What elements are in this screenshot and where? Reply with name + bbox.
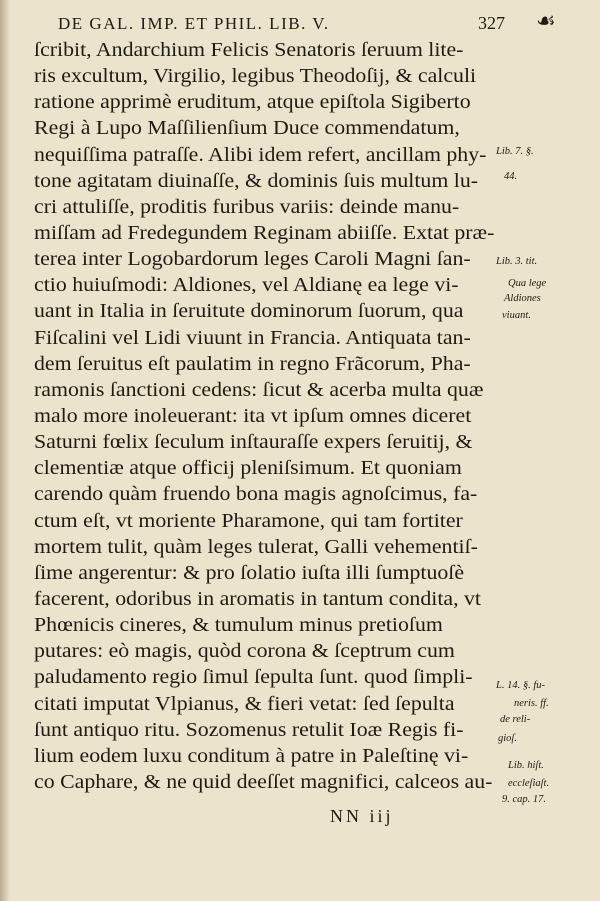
text-line: mortem tulit, quàm leges tulerat, Galli vehementiſ- — [34, 536, 478, 558]
margin-note: viuant. — [502, 310, 531, 321]
page-gutter-shadow — [0, 0, 10, 901]
text-line: ſcribit, Andarchium Felicis Senatoris ſeruum lite- — [34, 40, 464, 61]
margin-note: Qua lege — [508, 278, 547, 289]
margin-note: Lib. hiſt. — [508, 760, 544, 771]
text-line: ris excultum, Virgilio, legibus Theodoſij, & calculi — [34, 66, 477, 88]
text-line: tone agitatam diuinaſſe, & dominis ſuis multum lu- — [34, 170, 479, 192]
text-line: facerent, odoribus in aromatis in tantum condita, vt — [34, 588, 482, 610]
text-line: terea inter Logobardorum leges Caroli Magni ſan- — [34, 249, 471, 271]
text-line: Phœnicis cineres, & tumulum minus pretioſum — [34, 615, 443, 637]
signature-mark: NN iij — [330, 806, 394, 826]
text-line: lium eodem luxu conditum à patre in Paleſtinę vi- — [34, 745, 469, 767]
text-line: ratione apprimè eruditum, atque epiſtola Sigiberto — [34, 92, 471, 114]
text-line: nequiſſima patraſſe. Alibi idem refert, ancillam phy- — [34, 144, 487, 166]
margin-note: 9. cap. 17. — [502, 794, 547, 805]
text-line: ramonis ſanctioni cedens: ſicut & acerba multa quæ — [34, 379, 484, 401]
page-number: 327 — [478, 13, 505, 33]
margin-note: L. 14. §. fu- — [496, 680, 546, 691]
text-line: ctum eſt, vt moriente Pharamone, qui tam fortiter — [34, 510, 463, 532]
text-line: malo more inoleuerant: ita vt ipſum omnes diceret — [34, 405, 472, 427]
margin-note: Lib. 7. §. — [496, 146, 534, 157]
text-line: cri attuliſſe, proditis furibus variis: deinde manu- — [34, 196, 460, 218]
text-line: dem ſeruitus eſt paulatim in regno Frãcorum, Pha- — [34, 353, 471, 375]
text-line: putares: eò magis, quòd corona & ſceptrum cum — [34, 641, 455, 663]
text-line: citati imputat Vlpianus, & fieri vetat: ſed ſepulta — [34, 693, 455, 715]
text-line: Fiſcalini vel Lidi viuunt in Francia. Antiquata tan- — [34, 327, 471, 349]
text-line: clementiæ atque officij pleniſsimum. Et quoniam — [34, 458, 462, 480]
page-header — [58, 10, 558, 36]
text-line: ſime angerentur: & pro ſolatio iuſta illi ſumptuoſè — [34, 562, 465, 584]
margin-note: neris. ff. — [514, 698, 549, 709]
running-title: DE GAL. IMP. ET PHIL. LIB. V. — [58, 14, 330, 33]
text-line: miſſam ad Fredegundem Reginam abiiſſe. Extat præ- — [34, 222, 495, 244]
text-line: carendo quàm fruendo bona magis agnoſcimus, fa- — [34, 484, 478, 506]
text-line: uant in Italia in ſeruitute dominorum ſuorum, qua — [34, 301, 464, 323]
text-line: ctio huiuſmodi: Aldiones, vel Aldianę ea lege vi- — [34, 275, 459, 297]
text-line: Saturni fœlix ſeculum inſtauraſſe expers ſeruitij, & — [34, 432, 473, 454]
margin-note: Aldiones — [504, 293, 541, 304]
ornament-icon: ☙ — [536, 8, 556, 33]
margin-note: gioſ. — [498, 733, 517, 744]
text-line: ſunt antiquo ritu. Sozomenus retulit Ioæ Regis fi- — [34, 719, 464, 741]
margin-note: Lib. 3. tit. — [496, 256, 538, 267]
text-line: Regi à Lupo Maſſilienſium Duce commendatum, — [34, 118, 460, 140]
margin-note: de reli- — [500, 714, 531, 725]
margin-note: eccleſiaſt. — [508, 778, 550, 789]
text-line: paludamento regio ſimul ſepulta ſunt. quod ſimpli- — [34, 667, 473, 689]
text-line: co Caphare, & ne quid deeſſet magnifici, calceos au- — [34, 771, 493, 793]
margin-note: 44. — [504, 171, 518, 182]
main-text — [34, 38, 506, 796]
